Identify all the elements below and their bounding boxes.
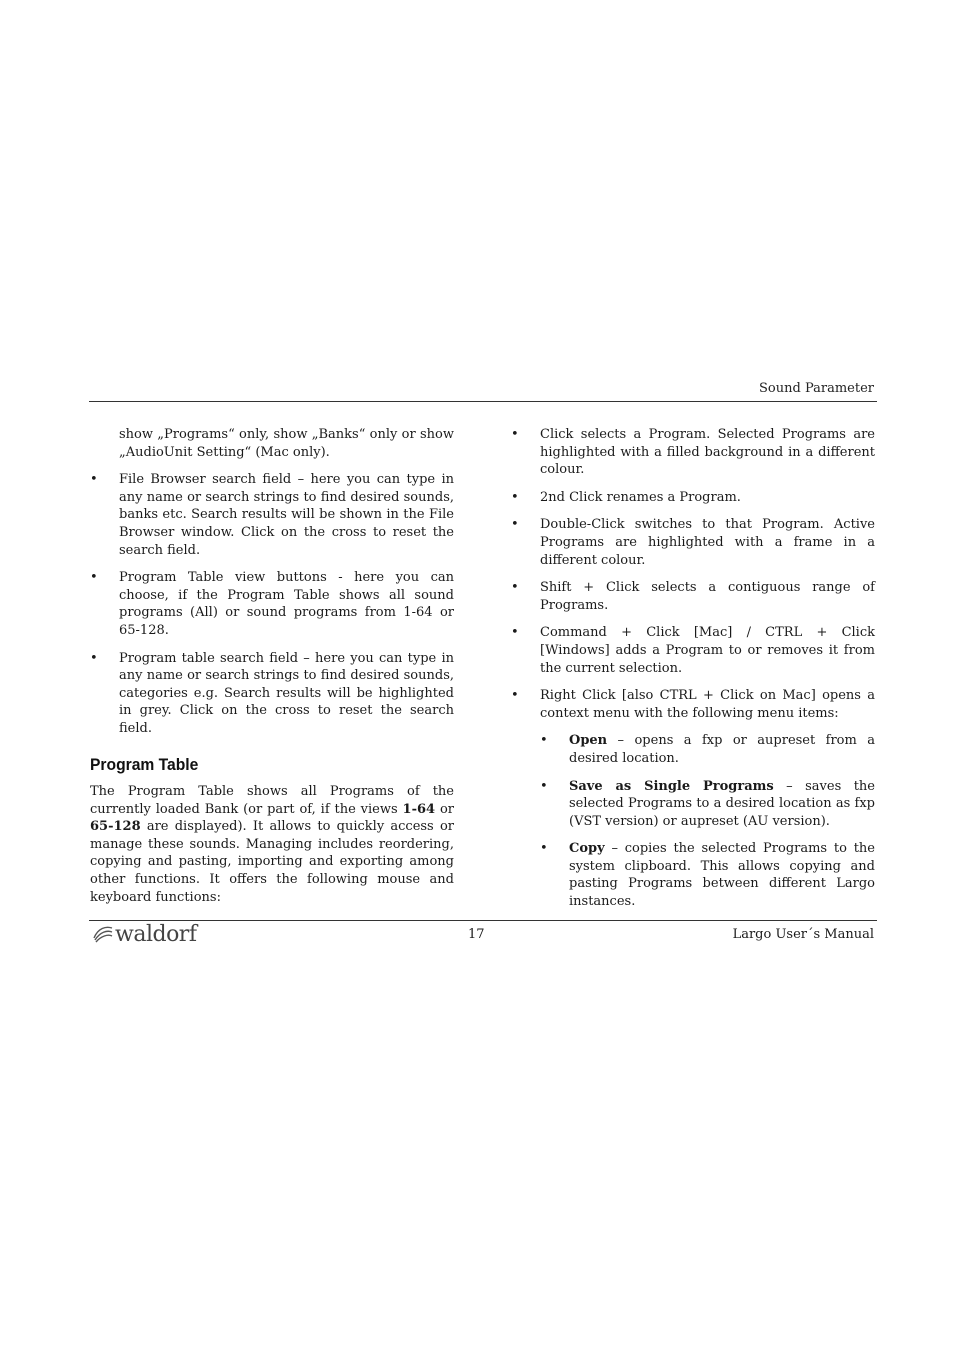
- menu-item-description: – opens a fxp or aupreset from a desired location.: [569, 733, 875, 766]
- menu-item-description: – saves the selected Programs to a desired location as fxp (VST version) or aupreset (AU version).: [569, 778, 875, 829]
- list-item: [511, 426, 875, 479]
- footer-divider: [89, 920, 877, 921]
- intro-paragraph: [90, 783, 454, 906]
- list-item-text: Right Click [also CTRL + Click on Mac] opens a context menu with the following menu items:: [540, 688, 875, 721]
- intro-text-part: The Program Table shows all Programs of the currently loaded Bank (or part of, if the views: [90, 784, 454, 817]
- list-item: [511, 516, 875, 569]
- bullet-icon: •: [511, 625, 519, 641]
- sub-list-item: [511, 732, 875, 767]
- list-item: [90, 650, 454, 738]
- list-item-text: Program Table view buttons - here you can choose, if the Program Table shows all sound programs (All) or sound programs from 1-64 or 65-128.: [119, 570, 454, 638]
- list-item-text: File Browser search field – here you can type in any name or search strings to find desired sounds, banks etc. Search results will be shown in the File Browser window. Click on the cross to reset the search field.: [119, 472, 454, 558]
- sub-list-item: [511, 778, 875, 831]
- right-column: [511, 426, 875, 921]
- list-item: [511, 489, 875, 507]
- bullet-icon: •: [511, 688, 519, 704]
- list-item: [90, 471, 454, 559]
- bullet-icon: •: [511, 580, 519, 596]
- list-item: [511, 624, 875, 677]
- list-item-text: Shift + Click selects a contiguous range of Programs.: [540, 580, 875, 613]
- bullet-icon: •: [540, 778, 548, 794]
- bullet-icon: •: [90, 472, 98, 488]
- waldorf-swirl-icon: [92, 924, 114, 944]
- menu-item-description: – copies the selected Programs to the system clipboard. This allows copying and pasting Programs between different Largo instances.: [569, 841, 875, 910]
- list-item-text: Double-Click switches to that Program. Active Programs are highlighted with a frame in a different colour.: [540, 517, 875, 568]
- section-header-title: Sound Parameter: [759, 381, 874, 396]
- bullet-icon: •: [90, 650, 98, 666]
- view-65-128-label: 65-128: [90, 819, 141, 835]
- bullet-icon: •: [511, 489, 519, 505]
- list-item: [511, 687, 875, 722]
- list-item: [511, 579, 875, 614]
- bullet-icon: •: [540, 841, 548, 857]
- page-number: 17: [468, 927, 485, 942]
- waldorf-logo: [92, 921, 196, 947]
- intro-text-part: are displayed). It allows to quickly access or manage these sounds. Managing includes reordering, copying and pasting, importing and exporting among other functions. It offers the following mouse and keyboard functions:: [90, 819, 454, 905]
- bullet-icon: •: [511, 427, 519, 442]
- menu-item-term: Open: [569, 733, 608, 749]
- list-item-text: Program table search field – here you can type in any name or search strings to find desired sounds, categories e.g. Search results will be highlighted in grey. Click on the cross to reset the search field.: [119, 650, 454, 736]
- bullet-icon: •: [540, 733, 548, 749]
- list-item-text: Click selects a Program. Selected Programs are highlighted with a filled background in a different colour.: [540, 427, 875, 478]
- section-heading: Program Table: [90, 754, 199, 774]
- header-divider: [89, 401, 877, 402]
- bullet-icon: •: [511, 517, 519, 533]
- logo-wordmark: waldorf: [115, 921, 197, 947]
- manual-title: Largo User´s Manual: [732, 927, 874, 942]
- list-item-text: Command + Click [Mac] / CTRL + Click [Windows] adds a Program to or removes it from the current selection.: [540, 625, 875, 676]
- continuation-text: show „Programs“ only, show „Banks“ only or show „AudioUnit Setting“ (Mac only).: [119, 427, 454, 460]
- menu-item-term: Save as Single Programs: [569, 778, 774, 794]
- view-1-64-label: 1-64: [402, 801, 436, 817]
- intro-text-part: or: [435, 801, 454, 817]
- left-column: [90, 426, 454, 916]
- sub-list-item: [511, 840, 875, 910]
- menu-item-term: Copy: [569, 841, 605, 857]
- bullet-icon: •: [90, 570, 98, 586]
- list-item: [90, 569, 454, 639]
- list-item-text: 2nd Click renames a Program.: [540, 489, 741, 505]
